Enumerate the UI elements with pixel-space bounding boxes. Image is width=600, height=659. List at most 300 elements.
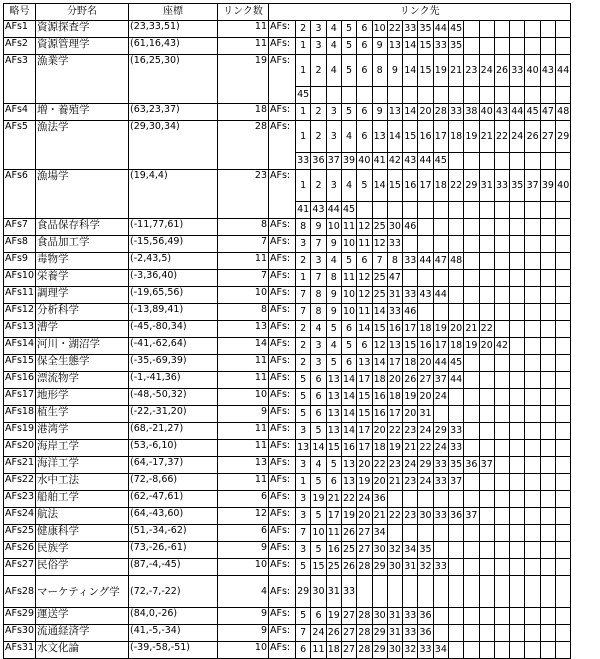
link-cell: 7: [311, 236, 326, 253]
link-cell: [510, 270, 525, 287]
row-id: AFs6: [4, 170, 36, 219]
link-cell: 13: [387, 338, 402, 355]
link-cell: [479, 202, 494, 219]
link-cell: [403, 236, 418, 253]
link-cell: 21: [372, 508, 387, 525]
row-coord: (68,-21,27): [129, 423, 218, 440]
link-cell: [525, 457, 540, 474]
link-cell: 5: [326, 457, 341, 474]
link-cell: [556, 508, 571, 525]
row-field-name: 調理学: [36, 287, 129, 304]
row-field-name: 毒物学: [36, 253, 129, 270]
link-cell: 30: [372, 542, 387, 559]
row-field-name: 食品保存科学: [36, 219, 129, 236]
link-cell: [510, 508, 525, 525]
link-cell: [510, 491, 525, 508]
link-cell: 14: [403, 55, 418, 87]
link-cell: 20: [357, 457, 372, 474]
link-cell: 22: [418, 440, 433, 457]
link-cell: 22: [494, 121, 509, 153]
row-coord: (-19,65,56): [129, 287, 218, 304]
row-field-name: 漁法学: [36, 121, 129, 170]
link-cell: [479, 542, 494, 559]
link-cell: 11: [326, 525, 341, 542]
link-cell: 6: [357, 38, 372, 55]
link-cell: [387, 576, 402, 608]
link-cell: [510, 355, 525, 372]
link-cell: [372, 202, 387, 219]
link-cell: [403, 87, 418, 104]
row-link-count: 28: [218, 121, 269, 170]
link-cell: [556, 576, 571, 608]
row-link-count: 11: [218, 474, 269, 491]
row-link-prefix: AFs:: [269, 270, 296, 287]
link-cell: 13: [372, 121, 387, 153]
link-cell: [494, 508, 509, 525]
row-coord: (64,-43,60): [129, 508, 218, 525]
link-cell: [479, 219, 494, 236]
row-id: AFs17: [4, 389, 36, 406]
link-cell: 18: [448, 338, 463, 355]
row-coord: (62,-47,61): [129, 491, 218, 508]
link-cell: 15: [387, 170, 402, 202]
link-cell: [556, 219, 571, 236]
link-cell: [372, 87, 387, 104]
row-coord: (53,-6,10): [129, 440, 218, 457]
link-cell: [494, 608, 509, 625]
table-row: [4, 406, 571, 423]
link-cell: 27: [341, 625, 356, 642]
link-cell: 9: [311, 219, 326, 236]
link-cell: 14: [387, 121, 402, 153]
link-cell: [387, 87, 402, 104]
link-cell: [464, 525, 479, 542]
link-cell: 43: [311, 202, 326, 219]
row-link-count: 8: [218, 304, 269, 321]
row-id: AFs19: [4, 423, 36, 440]
link-cell: 14: [372, 355, 387, 372]
link-cell: 3: [296, 423, 311, 440]
link-cell: [464, 491, 479, 508]
link-cell: [556, 321, 571, 338]
link-cell: 29: [418, 457, 433, 474]
link-cell: [540, 457, 555, 474]
link-cell: [494, 525, 509, 542]
link-cell: 5: [311, 542, 326, 559]
link-cell: 14: [341, 406, 356, 423]
row-link-prefix: AFs:: [269, 576, 296, 608]
link-cell: [494, 355, 509, 372]
row-field-name: 水中工法: [36, 474, 129, 491]
link-cell: 24: [433, 440, 448, 457]
table-row: [4, 321, 571, 338]
row-field-name: 資源探査学: [36, 21, 129, 38]
row-link-count: 11: [218, 253, 269, 270]
link-cell: [494, 202, 509, 219]
link-cell: 18: [372, 440, 387, 457]
table-row: [4, 236, 571, 253]
link-cell: 25: [372, 287, 387, 304]
link-cell: [479, 287, 494, 304]
link-cell: 41: [296, 202, 311, 219]
link-cell: [403, 270, 418, 287]
link-cell: [556, 338, 571, 355]
row-id: AFs29: [4, 608, 36, 625]
link-cell: [448, 304, 463, 321]
row-link-prefix: AFs:: [269, 423, 296, 440]
link-cell: 28: [357, 559, 372, 576]
row-coord: (72,-7,-22): [129, 576, 218, 608]
link-cell: 44: [326, 202, 341, 219]
link-cell: [479, 508, 494, 525]
link-cell: 16: [418, 121, 433, 153]
link-cell: [556, 287, 571, 304]
row-id: AFs26: [4, 542, 36, 559]
row-id: AFs28: [4, 576, 36, 608]
link-cell: [464, 202, 479, 219]
row-coord: (72,-8,66): [129, 474, 218, 491]
link-cell: 8: [311, 287, 326, 304]
link-cell: [448, 542, 463, 559]
row-link-prefix: AFs:: [269, 542, 296, 559]
link-cell: [418, 304, 433, 321]
link-cell: 26: [341, 559, 356, 576]
header-field: 分野名: [36, 4, 129, 21]
link-cell: [464, 38, 479, 55]
link-cell: [510, 406, 525, 423]
link-cell: [556, 625, 571, 642]
link-cell: [510, 202, 525, 219]
link-cell: [494, 21, 509, 38]
row-field-name: 航法: [36, 508, 129, 525]
link-cell: 42: [494, 338, 509, 355]
table-row: [4, 170, 571, 202]
link-cell: 24: [311, 625, 326, 642]
link-cell: 19: [464, 338, 479, 355]
table-row: [4, 542, 571, 559]
row-link-count: 11: [218, 423, 269, 440]
link-cell: [494, 474, 509, 491]
link-cell: [418, 202, 433, 219]
link-cell: 32: [387, 542, 402, 559]
link-cell: [510, 474, 525, 491]
link-cell: 26: [403, 372, 418, 389]
link-cell: 12: [372, 338, 387, 355]
link-cell: 24: [418, 423, 433, 440]
row-link-count: 11: [218, 372, 269, 389]
link-cell: 14: [357, 321, 372, 338]
link-cell: [556, 474, 571, 491]
link-cell: 27: [357, 542, 372, 559]
row-link-prefix: AFs:: [269, 38, 296, 55]
row-id: AFs13: [4, 321, 36, 338]
link-cell: 45: [433, 153, 448, 170]
link-cell: [433, 608, 448, 625]
link-cell: [494, 625, 509, 642]
link-cell: 26: [494, 55, 509, 87]
link-cell: [510, 525, 525, 542]
link-cell: 30: [387, 559, 402, 576]
link-cell: 44: [510, 104, 525, 121]
link-cell: 8: [296, 219, 311, 236]
link-cell: [479, 491, 494, 508]
link-cell: [387, 491, 402, 508]
row-link-prefix: AFs:: [269, 287, 296, 304]
row-coord: (-45,-80,34): [129, 321, 218, 338]
link-cell: 46: [403, 304, 418, 321]
link-cell: 36: [464, 457, 479, 474]
header-row: [4, 4, 571, 21]
link-cell: 35: [418, 542, 433, 559]
table-row: [4, 508, 571, 525]
link-cell: 2: [311, 104, 326, 121]
row-field-name: 漂流物学: [36, 372, 129, 389]
link-cell: 18: [387, 389, 402, 406]
link-cell: [448, 389, 463, 406]
link-cell: 6: [311, 608, 326, 625]
row-field-name: 分析科学: [36, 304, 129, 321]
link-cell: 26: [341, 525, 356, 542]
link-cell: 45: [448, 21, 463, 38]
row-link-count: 11: [218, 38, 269, 55]
link-cell: [464, 355, 479, 372]
link-cell: 6: [326, 474, 341, 491]
link-cell: 5: [296, 389, 311, 406]
link-cell: [387, 202, 402, 219]
link-cell: 7: [296, 287, 311, 304]
link-cell: [556, 642, 571, 659]
link-cell: 3: [296, 457, 311, 474]
row-id: AFs7: [4, 219, 36, 236]
link-cell: [494, 576, 509, 608]
link-cell: [403, 491, 418, 508]
link-cell: 17: [326, 508, 341, 525]
link-cell: 14: [341, 389, 356, 406]
link-cell: [510, 542, 525, 559]
link-cell: [540, 542, 555, 559]
link-cell: 31: [387, 608, 402, 625]
link-cell: [525, 576, 540, 608]
link-cell: [510, 321, 525, 338]
table-row: [4, 642, 571, 659]
link-cell: [494, 372, 509, 389]
link-cell: 25: [372, 219, 387, 236]
link-cell: [479, 423, 494, 440]
link-cell: 10: [341, 236, 356, 253]
link-cell: [556, 608, 571, 625]
row-link-count: 6: [218, 491, 269, 508]
link-cell: [540, 559, 555, 576]
link-cell: [448, 87, 463, 104]
link-cell: 12: [372, 236, 387, 253]
link-cell: 33: [433, 38, 448, 55]
table-row: [4, 55, 571, 87]
link-cell: [448, 608, 463, 625]
link-cell: [479, 576, 494, 608]
link-cell: [540, 38, 555, 55]
link-cell: 7: [296, 304, 311, 321]
link-cell: [479, 625, 494, 642]
row-link-prefix: AFs:: [269, 508, 296, 525]
link-cell: [525, 525, 540, 542]
link-cell: [525, 423, 540, 440]
row-link-prefix: AFs:: [269, 21, 296, 38]
link-cell: [479, 253, 494, 270]
link-cell: [510, 625, 525, 642]
link-cell: [540, 372, 555, 389]
row-link-count: 9: [218, 406, 269, 423]
link-cell: 33: [387, 236, 402, 253]
row-field-name: 漁場学: [36, 170, 129, 219]
row-field-name: 海岸工学: [36, 440, 129, 457]
link-cell: 6: [311, 372, 326, 389]
link-cell: [448, 406, 463, 423]
link-cell: 5: [341, 338, 356, 355]
link-cell: [418, 491, 433, 508]
link-cell: [433, 202, 448, 219]
link-cell: 45: [296, 87, 311, 104]
link-cell: [448, 491, 463, 508]
link-cell: 36: [448, 508, 463, 525]
table-row: [4, 104, 571, 121]
link-cell: [525, 440, 540, 457]
link-cell: [418, 576, 433, 608]
link-cell: 1: [296, 38, 311, 55]
link-cell: 15: [372, 321, 387, 338]
link-cell: 26: [525, 121, 540, 153]
link-cell: [494, 270, 509, 287]
link-cell: 36: [418, 608, 433, 625]
table-row: [4, 576, 571, 608]
row-coord: (-35,-69,39): [129, 355, 218, 372]
link-cell: 7: [296, 525, 311, 542]
table-row: [4, 304, 571, 321]
link-cell: 17: [433, 121, 448, 153]
link-cell: [341, 87, 356, 104]
link-cell: [494, 491, 509, 508]
link-cell: 45: [341, 202, 356, 219]
link-cell: 22: [387, 21, 402, 38]
link-cell: 47: [540, 104, 555, 121]
link-cell: [525, 236, 540, 253]
link-cell: 14: [403, 38, 418, 55]
link-cell: 1: [296, 270, 311, 287]
link-cell: [540, 338, 555, 355]
row-link-count: 7: [218, 270, 269, 287]
row-id: AFs23: [4, 491, 36, 508]
link-cell: 28: [357, 625, 372, 642]
row-link-prefix: AFs:: [269, 457, 296, 474]
link-cell: [540, 287, 555, 304]
link-cell: [494, 423, 509, 440]
link-cell: 19: [403, 389, 418, 406]
link-cell: 19: [341, 508, 356, 525]
link-cell: [510, 253, 525, 270]
link-cell: 15: [418, 55, 433, 87]
link-cell: 12: [357, 270, 372, 287]
link-cell: [357, 202, 372, 219]
link-cell: 33: [403, 608, 418, 625]
link-cell: 33: [296, 153, 311, 170]
link-cell: 23: [464, 55, 479, 87]
row-coord: (-48,-50,32): [129, 389, 218, 406]
link-cell: 32: [403, 642, 418, 659]
link-cell: 19: [433, 55, 448, 87]
link-cell: 5: [311, 508, 326, 525]
link-cell: 6: [357, 55, 372, 87]
link-cell: 23: [403, 474, 418, 491]
link-cell: 4: [311, 457, 326, 474]
row-coord: (-39,-58,-51): [129, 642, 218, 659]
link-cell: [556, 21, 571, 38]
link-cell: 5: [357, 170, 372, 202]
link-cell: 5: [326, 355, 341, 372]
row-link-count: 13: [218, 321, 269, 338]
link-cell: [464, 406, 479, 423]
row-field-name: 流通経済学: [36, 625, 129, 642]
link-cell: [525, 153, 540, 170]
row-field-name: 海洋工学: [36, 457, 129, 474]
row-coord: (84,0,-26): [129, 608, 218, 625]
link-cell: 22: [387, 508, 402, 525]
row-link-prefix: AFs:: [269, 321, 296, 338]
link-cell: [540, 87, 555, 104]
row-field-name: 水文化論: [36, 642, 129, 659]
link-cell: [540, 625, 555, 642]
link-cell: 11: [341, 219, 356, 236]
link-cell: [540, 423, 555, 440]
link-cell: 14: [372, 170, 387, 202]
link-cell: 24: [433, 389, 448, 406]
link-cell: 3: [311, 355, 326, 372]
link-cell: [510, 236, 525, 253]
link-cell: [525, 625, 540, 642]
link-cell: [540, 236, 555, 253]
row-coord: (41,-5,-34): [129, 625, 218, 642]
link-cell: [479, 389, 494, 406]
link-cell: 31: [479, 170, 494, 202]
row-coord: (-3,36,40): [129, 270, 218, 287]
link-cell: [418, 236, 433, 253]
link-cell: 11: [341, 270, 356, 287]
link-cell: 13: [296, 440, 311, 457]
link-cell: [448, 625, 463, 642]
link-cell: 6: [357, 253, 372, 270]
link-cell: [448, 153, 463, 170]
link-cell: 16: [372, 389, 387, 406]
link-cell: [556, 457, 571, 474]
link-cell: 48: [556, 104, 571, 121]
link-cell: [494, 219, 509, 236]
link-cell: [540, 474, 555, 491]
link-cell: [540, 202, 555, 219]
link-cell: 17: [403, 321, 418, 338]
link-cell: 1: [296, 121, 311, 153]
link-cell: [494, 542, 509, 559]
link-cell: 17: [357, 423, 372, 440]
link-cell: 2: [296, 253, 311, 270]
link-cell: [494, 389, 509, 406]
link-cell: 44: [433, 287, 448, 304]
link-cell: [433, 576, 448, 608]
row-link-count: 11: [218, 355, 269, 372]
link-cell: [464, 21, 479, 38]
link-cell: [448, 525, 463, 542]
link-cell: [540, 253, 555, 270]
row-link-count: 12: [218, 508, 269, 525]
link-cell: [525, 608, 540, 625]
row-link-prefix: AFs:: [269, 121, 296, 170]
